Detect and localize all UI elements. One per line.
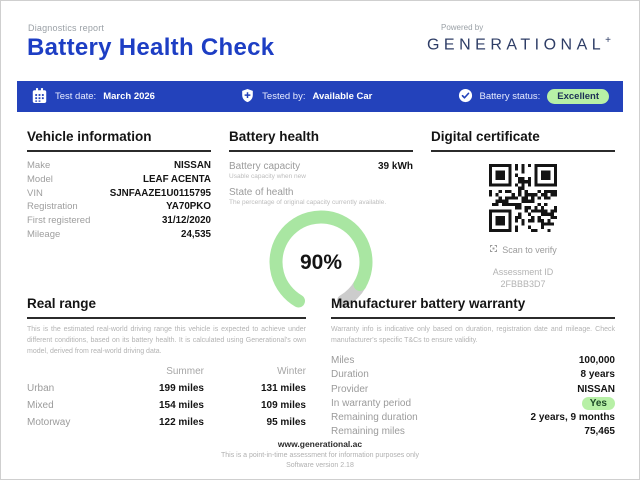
calendar-icon: [31, 87, 48, 107]
row-value: 2 years, 9 months: [530, 412, 615, 424]
warranty-title: Manufacturer battery warranty: [331, 296, 615, 319]
summer-column-header: Summer: [166, 365, 204, 377]
real-range-section: [27, 296, 306, 434]
winter-value: 95 miles: [266, 417, 306, 429]
warranty-section: [331, 296, 615, 439]
shield-plus-icon: [240, 88, 255, 106]
battery-capacity-note: Usable capacity when new: [229, 173, 306, 180]
status-bar: [17, 81, 623, 112]
battery-capacity-row: [229, 161, 413, 172]
summer-value: 199 miles: [158, 382, 204, 394]
battery-status-badge: Excellent: [547, 89, 609, 104]
table-row: [331, 368, 615, 382]
footer-disclaimer: This is a point-in-time assessment for information purposes only: [220, 452, 420, 459]
table-row: [331, 410, 615, 424]
table-row: [27, 174, 211, 188]
test-date-label: Test date:: [55, 91, 97, 102]
row-label: Provider: [331, 383, 369, 395]
battery-health-title: Battery health: [229, 129, 413, 152]
row-label: Remaining duration: [331, 412, 418, 424]
row-label: Make: [27, 160, 51, 171]
table-row: [331, 396, 615, 410]
website-link[interactable]: www.generational.ac: [277, 439, 363, 449]
table-row: [27, 188, 211, 202]
real-range-description: This is the estimated real-world driving range this vehicle is expected to achieve under different conditions, based on its battery health. It is calculated using Generational's own model, derived from real-world driving data.: [27, 326, 306, 355]
qr-code: [489, 164, 557, 232]
table-row: [27, 383, 306, 400]
table-row: [27, 417, 306, 434]
row-label: In warranty period: [331, 397, 412, 409]
battery-capacity-label: Battery capacity: [229, 161, 301, 172]
winter-column-header: Winter: [277, 365, 306, 377]
assessment-id-value: 2FBBB3D7: [500, 279, 546, 290]
scan-to-verify-row: [431, 244, 615, 255]
row-label: Miles: [331, 355, 355, 367]
battery-capacity-value: 39 kWh: [377, 161, 413, 172]
tested-by-value: Available Car: [312, 91, 373, 102]
assessment-id-block: [431, 266, 615, 290]
brand-plus-mark: +: [605, 35, 611, 46]
row-value: NISSAN: [577, 383, 615, 395]
powered-by-label: Powered by: [440, 23, 484, 32]
real-range-title: Real range: [27, 296, 306, 319]
footer: [1, 439, 639, 469]
brand-wordmark: GENERATIONAL: [426, 36, 606, 54]
battery-status-label: Battery status:: [479, 91, 541, 102]
in-warranty-badge: Yes: [582, 397, 615, 410]
table-row: [331, 382, 615, 396]
row-value: NISSAN: [173, 160, 211, 171]
battery-health-section: [229, 129, 413, 314]
digital-certificate-title: Digital certificate: [431, 129, 615, 152]
battery-status-group: [458, 88, 609, 106]
test-date-group: [31, 87, 155, 107]
table-row: [27, 201, 211, 215]
vehicle-information-rows: [27, 160, 211, 243]
check-circle-icon: [458, 88, 473, 106]
soh-percentage-value: 90%: [299, 251, 343, 274]
digital-certificate-section: [431, 129, 615, 290]
summer-value: 122 miles: [158, 417, 204, 429]
row-label: Mileage: [27, 228, 61, 240]
vehicle-information-title: Vehicle information: [27, 129, 211, 152]
vehicle-information-section: [27, 129, 211, 243]
brand-block: [427, 23, 611, 54]
winter-value: 109 miles: [260, 399, 306, 411]
row-label: Duration: [331, 369, 369, 381]
row-value: 31/12/2020: [161, 215, 211, 227]
scan-icon: [489, 244, 498, 255]
summer-value: 154 miles: [158, 399, 204, 411]
table-row: [331, 354, 615, 368]
warranty-rows: [331, 354, 615, 439]
scan-to-verify-label: Scan to verify: [502, 244, 557, 255]
row-value: LEAF ACENTA: [142, 173, 211, 185]
row-value: SJNFAAZE1U0115795: [109, 187, 211, 199]
row-value: 24,535: [181, 228, 211, 240]
row-label: Motorway: [27, 417, 71, 429]
report-type-label: Diagnostics report: [28, 23, 105, 33]
assessment-id-label: Assessment ID: [492, 267, 554, 277]
row-label: Urban: [27, 382, 55, 394]
row-value: YA70PKO: [166, 201, 211, 213]
row-label: Mixed: [27, 399, 54, 411]
row-value: 75,465: [584, 426, 615, 438]
real-range-table: [27, 366, 306, 435]
table-row: [27, 400, 306, 417]
row-label: Model: [27, 173, 53, 185]
row-value: 100,000: [578, 355, 615, 367]
table-row: [27, 229, 211, 243]
footer-version: Software version 2.18: [286, 462, 354, 469]
row-label: Registration: [27, 201, 78, 213]
row-label: Remaining miles: [331, 426, 405, 438]
tested-by-group: [240, 88, 372, 106]
row-label: First registered: [27, 215, 91, 227]
brand-logo: [427, 35, 611, 54]
table-row: [331, 425, 615, 439]
page-title: Battery Health Check: [27, 34, 275, 61]
warranty-description: Warranty info is indicative only based on duration, registration date and mileage. Check manufacturer's specific T&Cs to ensure validity.: [331, 326, 615, 344]
row-label: VIN: [27, 187, 43, 199]
row-value: 8 years: [580, 369, 615, 381]
table-row: [27, 215, 211, 229]
tested-by-label: Tested by:: [262, 91, 306, 102]
table-row: [27, 160, 211, 174]
state-of-health-label: State of health: [229, 187, 294, 198]
state-of-health-note: The percentage of original capacity currently available.: [229, 199, 387, 206]
real-range-header-row: [27, 366, 306, 383]
test-date-value: March 2026: [103, 91, 155, 102]
winter-value: 131 miles: [260, 382, 306, 394]
